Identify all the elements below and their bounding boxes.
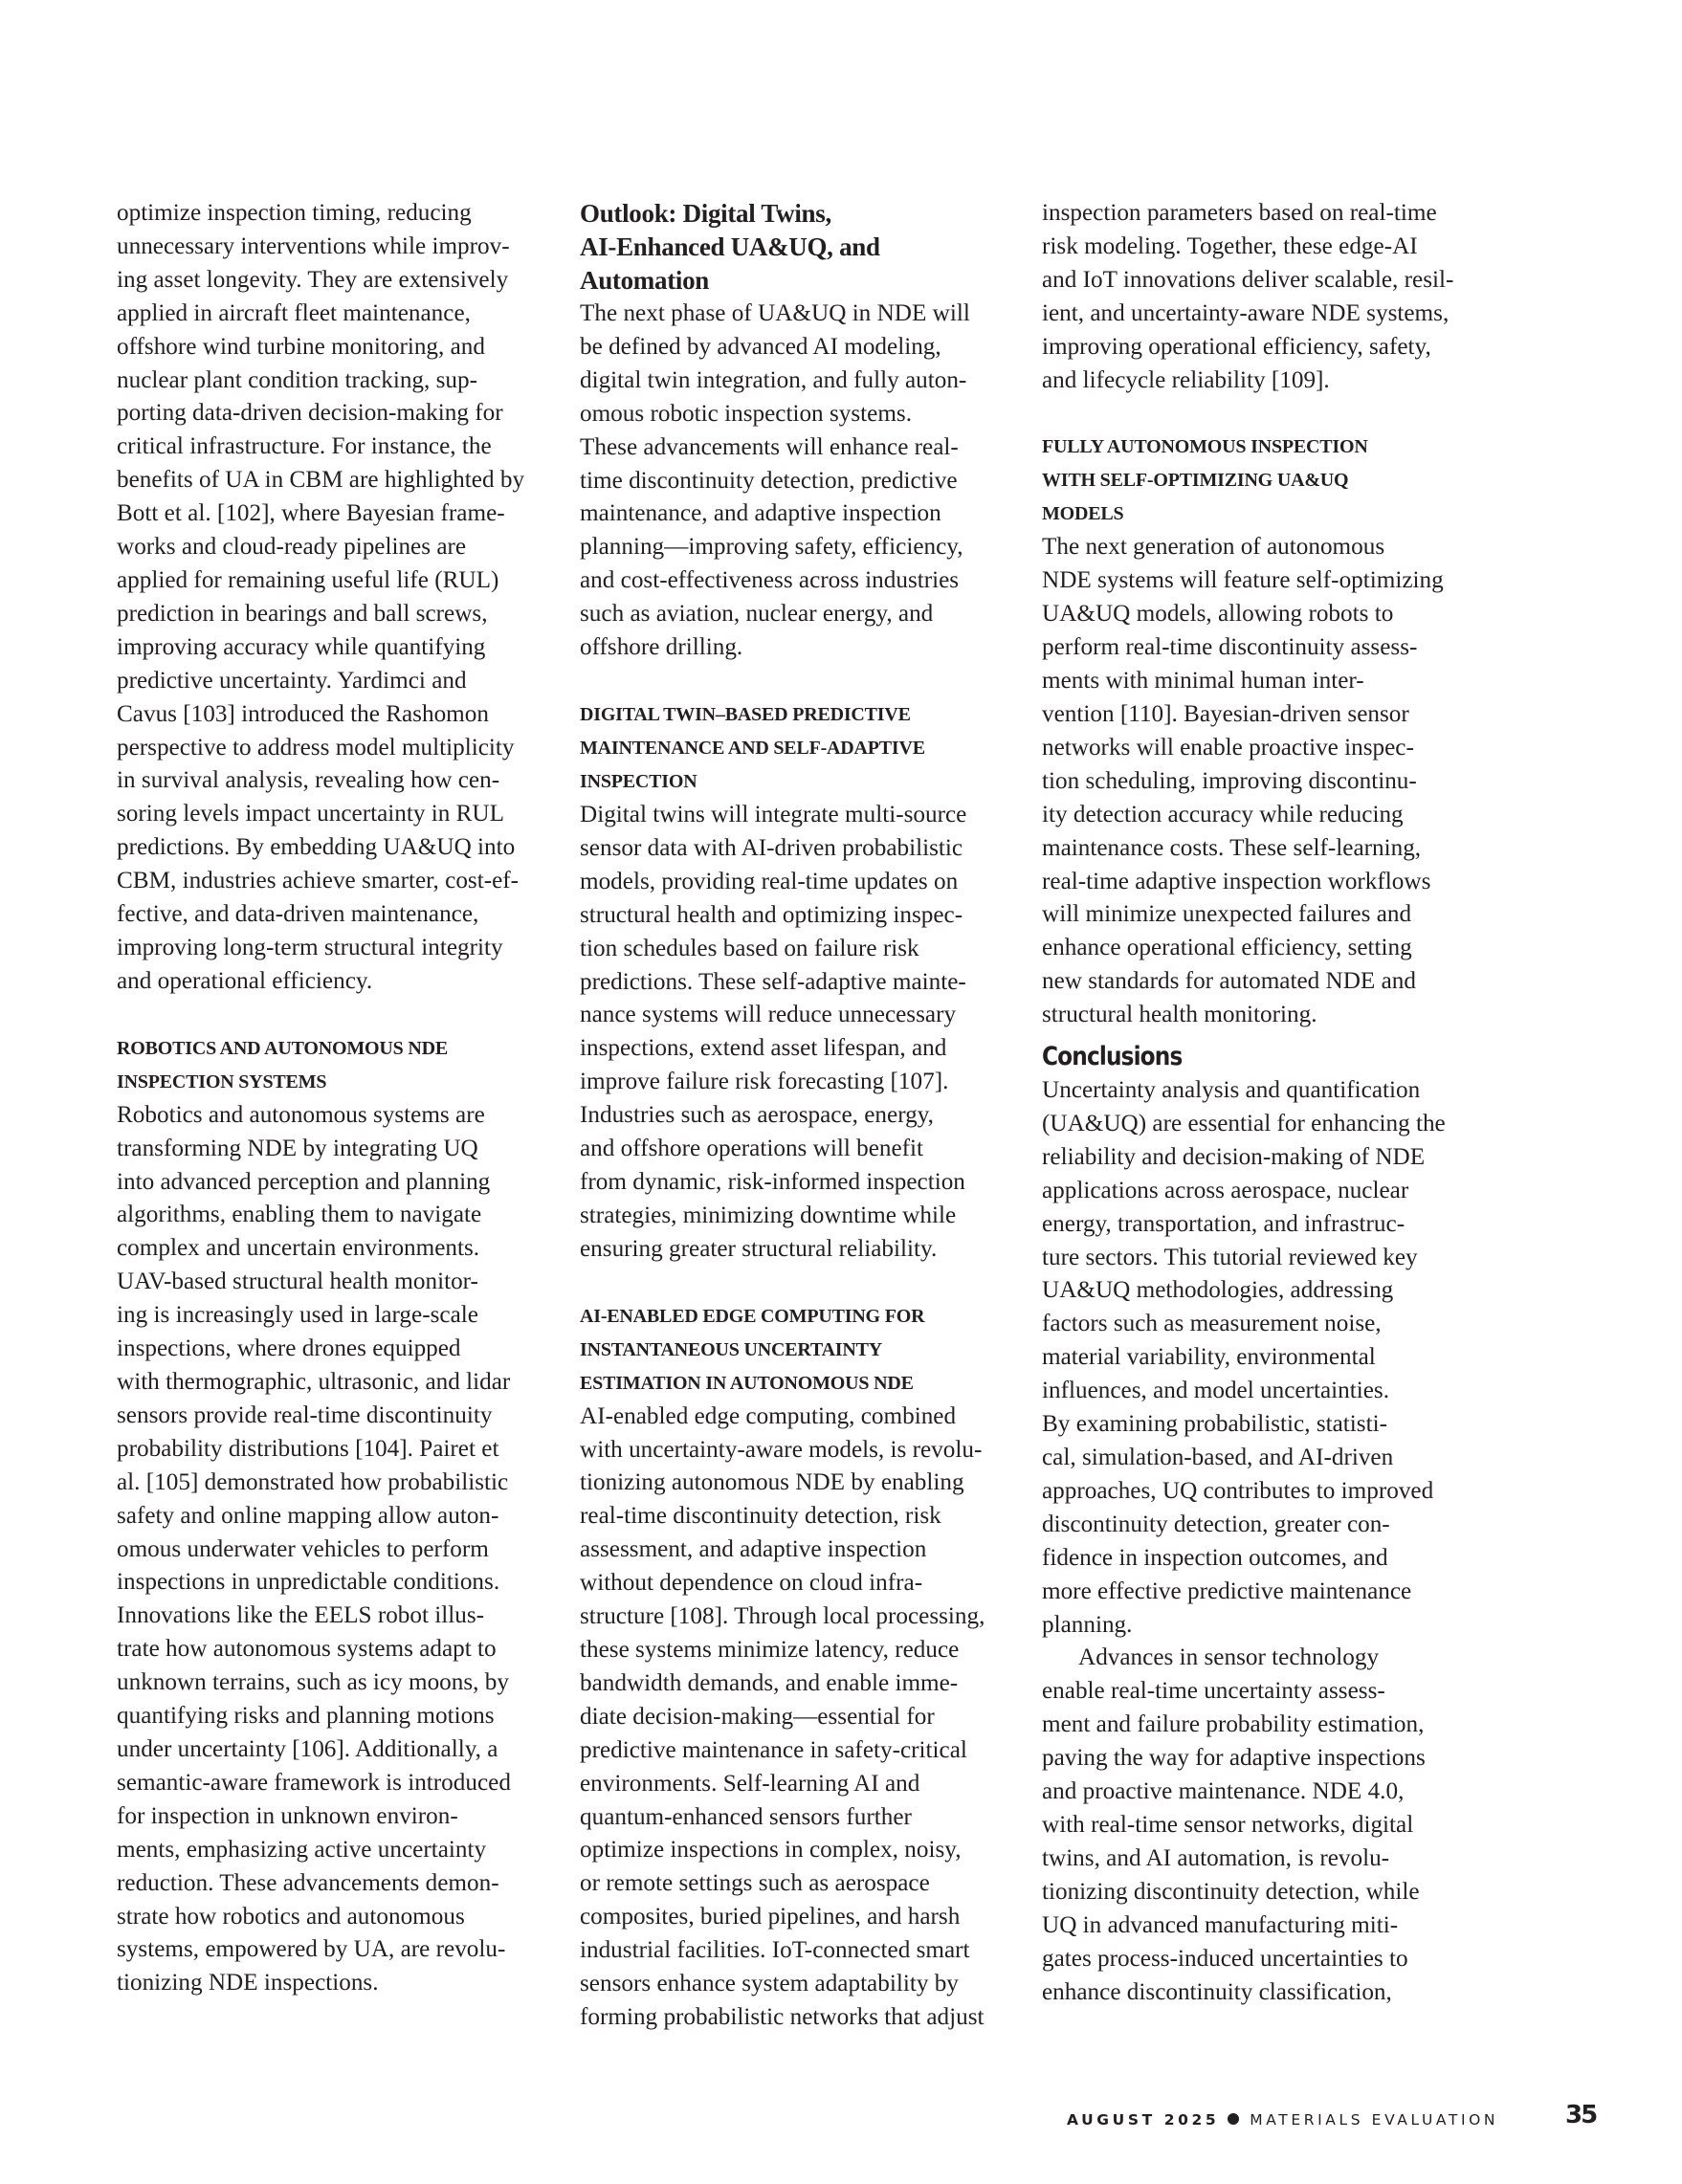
bullet-dot-icon: [1228, 2113, 1239, 2125]
text-line: and proactive maintenance. NDE 4.0,: [1042, 1778, 1405, 1805]
text-line: fidence in inspection outcomes, and: [1042, 1544, 1388, 1571]
text-line: influences, and model uncertainties.: [1042, 1378, 1389, 1404]
text-line: tionizing autonomous NDE by enabling: [580, 1469, 964, 1496]
text-line: under uncertainty [106]. Additionally, a: [117, 1735, 498, 1762]
text-line: ing is increasingly used in large-scale: [117, 1302, 478, 1329]
text-line: inspections, where drones equipped: [117, 1335, 461, 1362]
text-line: and IoT innovations deliver scalable, resil-: [1042, 266, 1454, 293]
text-line: unknown terrains, such as icy moons, by: [117, 1669, 509, 1696]
paragraph: [1042, 1074, 1478, 1642]
text-line: UQ in advanced manufacturing miti-: [1042, 1911, 1399, 1938]
column-1: [117, 197, 553, 2000]
text-line: omous underwater vehicles to perform: [117, 1535, 489, 1562]
text-line: probability distributions [104]. Pairet et: [117, 1435, 499, 1462]
text-line: Advances in sensor technology: [1078, 1644, 1380, 1671]
text-line: composites, buried pipelines, and harsh: [580, 1904, 961, 1930]
text-line: maintenance costs. These self-learning,: [1042, 834, 1422, 861]
text-line: time discontinuity detection, predictive: [580, 467, 958, 494]
text-line: UA&UQ methodologies, addressing: [1042, 1277, 1394, 1304]
text-line: strate how robotics and autonomous: [117, 1903, 465, 1930]
paragraph: [1042, 197, 1478, 397]
text-line: Bott et al. [102], where Bayesian frame-: [117, 500, 505, 527]
text-line: ments with minimal human inter-: [1042, 668, 1364, 695]
text-line: sensor data with AI-driven probabilistic: [580, 834, 963, 861]
text-line: critical infrastructure. For instance, the: [117, 433, 492, 460]
text-line: UA&UQ models, allowing robots to: [1042, 601, 1394, 628]
paragraph: [580, 1401, 1016, 2035]
text-line: predictions. These self-adaptive mainte-: [580, 968, 966, 995]
text-line: enhance operational efficiency, setting: [1042, 935, 1412, 961]
text-line: transforming NDE by integrating UQ: [117, 1135, 478, 1161]
text-line: ing asset longevity. They are extensively: [117, 266, 509, 293]
text-line: Automation: [580, 266, 710, 295]
text-line: and operational efficiency.: [117, 967, 373, 994]
text-line: sensors enhance system adaptability by: [580, 1971, 959, 1997]
text-line: networks will enable proactive inspec-: [1042, 734, 1414, 761]
text-line: improving operational efficiency, safety,: [1042, 333, 1431, 360]
text-line: gates process-induced uncertainties to: [1042, 1945, 1408, 1972]
text-line: improving long-term structural integrity: [117, 934, 503, 960]
text-line: Industries such as aerospace, energy,: [580, 1102, 934, 1129]
text-line: offshore drilling.: [580, 634, 743, 661]
text-line: for inspection in unknown environ-: [117, 1802, 458, 1829]
text-line: improve failure risk forecasting [107].: [580, 1069, 949, 1095]
text-line: systems, empowered by UA, are revolu-: [117, 1936, 506, 1963]
text-line: WITH SELF-OPTIMIZING UA&UQ: [1042, 470, 1349, 492]
text-line: with thermographic, ultrasonic, and lidar: [117, 1369, 511, 1395]
text-line: (UA&UQ) are essential for enhancing the: [1042, 1110, 1446, 1136]
text-line: inspections, extend asset lifespan, and: [580, 1035, 947, 1062]
text-line: predictive uncertainty. Yardimci and: [117, 667, 467, 694]
text-line: NDE systems will feature self-optimizing: [1042, 567, 1444, 594]
text-line: safety and online mapping allow auton-: [117, 1502, 499, 1529]
text-line: INSTANTANEOUS UNCERTAINTY: [580, 1338, 883, 1360]
text-line: new standards for automated NDE and: [1042, 968, 1416, 995]
text-line: algorithms, enabling them to navigate: [117, 1202, 482, 1228]
text-line: planning.: [1042, 1611, 1133, 1638]
text-line: nuclear plant condition tracking, sup-: [117, 366, 478, 393]
column-2: [580, 197, 1016, 2035]
text-line: soring levels impact uncertainty in RUL: [117, 801, 505, 827]
paragraph: [1042, 531, 1478, 1032]
text-line: industrial facilities. IoT-connected smart: [580, 1937, 970, 1964]
text-line: fective, and data-driven maintenance,: [117, 901, 479, 928]
text-line: twins, and AI automation, is revolu-: [1042, 1844, 1390, 1871]
section-heading-conclusions: Conclusions: [1042, 1042, 1183, 1072]
paragraph: [580, 298, 1016, 665]
text-line: Digital twins will integrate multi-source: [580, 801, 967, 827]
text-line: omous robotic inspection systems.: [580, 400, 913, 427]
text-line: INSPECTION SYSTEMS: [117, 1070, 327, 1092]
text-line: Outlook: Digital Twins,: [580, 199, 831, 228]
text-line: in survival analysis, revealing how cen-: [117, 767, 500, 794]
text-line: AI-ENABLED EDGE COMPUTING FOR: [580, 1305, 925, 1327]
text-line: with real-time sensor networks, digital: [1042, 1811, 1414, 1838]
subsection-heading-digital-twin: [580, 698, 1016, 799]
text-line: strategies, minimizing downtime while: [580, 1202, 957, 1228]
page-footer: [1067, 2111, 1498, 2129]
text-line: Innovations like the EELS robot illus-: [117, 1602, 485, 1629]
text-line: structural health monitoring.: [1042, 1002, 1317, 1028]
text-line: environments. Self-learning AI and: [580, 1770, 920, 1797]
text-line: al. [105] demonstrated how probabilistic: [117, 1468, 509, 1495]
magazine-name: MATERIALS EVALUATION: [1250, 2111, 1499, 2129]
text-line: structure [108]. Through local processing,: [580, 1603, 985, 1630]
text-line: tion scheduling, improving discontinu-: [1042, 767, 1417, 794]
text-line: ient, and uncertainty-aware NDE systems,: [1042, 299, 1450, 326]
text-line: risk modeling. Together, these edge-AI: [1042, 232, 1418, 259]
text-line: These advancements will enhance real-: [580, 433, 959, 460]
text-line: FULLY AUTONOMOUS INSPECTION: [1042, 436, 1368, 458]
text-line: factors such as measurement noise,: [1042, 1311, 1382, 1337]
text-line: reliability and decision-making of NDE: [1042, 1143, 1426, 1170]
text-line: applied in aircraft fleet maintenance,: [117, 299, 471, 326]
text-line: ments, emphasizing active uncertainty: [117, 1836, 487, 1863]
text-line: predictions. By embedding UA&UQ into: [117, 834, 516, 861]
text-line: material variability, environmental: [1042, 1344, 1376, 1371]
text-line: approaches, UQ contributes to improved: [1042, 1477, 1434, 1504]
text-line: sensors provide real-time discontinuity: [117, 1401, 493, 1428]
text-line: planning—improving safety, efficiency,: [580, 534, 963, 561]
text-line: semantic-aware framework is introduced: [117, 1769, 511, 1796]
text-line: enable real-time uncertainty assess-: [1042, 1678, 1385, 1705]
text-line: ment and failure probability estimation,: [1042, 1711, 1425, 1738]
text-line: optimize inspections in complex, noisy,: [580, 1837, 962, 1864]
text-line: will minimize unexpected failures and: [1042, 901, 1412, 928]
text-line: structural health and optimizing inspec-: [580, 901, 963, 928]
text-line: with uncertainty-aware models, is revolu-: [580, 1436, 983, 1463]
page-number: 35: [1565, 2101, 1597, 2129]
text-line: or remote settings such as aerospace: [580, 1870, 930, 1897]
section-heading-robotics: [117, 1032, 553, 1099]
text-line: cal, simulation-based, and AI-driven: [1042, 1445, 1394, 1470]
text-line: applied for remaining useful life (RUL): [117, 566, 499, 593]
text-line: reduction. These advancements demon-: [117, 1869, 499, 1896]
text-line: these systems minimize latency, reduce: [580, 1637, 960, 1663]
text-line: nance systems will reduce unnecessary: [580, 1002, 957, 1028]
text-line: assessment, and adaptive inspection: [580, 1536, 927, 1563]
text-line: trate how autonomous systems adapt to: [117, 1636, 497, 1663]
text-line: unnecessary interventions while improv-: [117, 232, 510, 259]
text-line: UAV-based structural health monitor-: [117, 1268, 478, 1295]
text-line: The next generation of autonomous: [1042, 534, 1385, 561]
text-line: and offshore operations will benefit: [580, 1136, 924, 1162]
text-line: optimize inspection timing, reducing: [117, 200, 472, 226]
text-line: improving accuracy while quantifying: [117, 633, 486, 660]
paragraph: [117, 197, 553, 999]
text-line: paving the way for adaptive inspections: [1042, 1745, 1426, 1772]
text-line: into advanced perception and planning: [117, 1168, 491, 1195]
text-line: Uncertainty analysis and quantification: [1042, 1077, 1421, 1104]
text-line: vention [110]. Bayesian-driven sensor: [1042, 700, 1409, 727]
text-line: prediction in bearings and ball screws,: [117, 600, 488, 627]
text-line: forming probabilistic networks that adjust: [580, 2003, 985, 2030]
text-line: ensuring greater structural reliability.: [580, 1235, 938, 1262]
text-line: models, providing real-time updates on: [580, 868, 959, 894]
text-line: real-time discontinuity detection, risk: [580, 1503, 941, 1530]
text-line: ture sectors. This tutorial reviewed key: [1042, 1244, 1418, 1270]
issue-date: AUGUST 2025: [1067, 2111, 1220, 2129]
text-line: complex and uncertain environments.: [117, 1235, 480, 1262]
text-line: and cost-effectiveness across industries: [580, 567, 960, 594]
text-line: from dynamic, risk-informed inspection: [580, 1168, 965, 1195]
text-line: MAINTENANCE AND SELF-ADAPTIVE: [580, 737, 925, 759]
text-line: DIGITAL TWIN–BASED PREDICTIVE: [580, 703, 911, 725]
paragraph: [580, 799, 1016, 1267]
text-line: digital twin integration, and fully auton-: [580, 366, 967, 393]
text-line: enhance discontinuity classification,: [1042, 1978, 1392, 2005]
text-line: Cavus [103] introduced the Rashomon: [117, 700, 489, 727]
text-line: maintenance, and adaptive inspection: [580, 500, 941, 527]
subsection-heading-fully-autonomous: [1042, 430, 1478, 531]
text-line: offshore wind turbine monitoring, and: [117, 333, 485, 360]
text-line: AI-Enhanced UA&UQ, and: [580, 232, 880, 261]
text-line: MODELS: [1042, 503, 1124, 525]
text-line: works and cloud-ready pipelines are: [117, 534, 467, 561]
text-line: tionizing NDE inspections.: [117, 1970, 379, 1996]
section-heading-outlook: [580, 197, 1016, 298]
text-line: inspections in unpredictable conditions.: [117, 1569, 500, 1596]
text-line: inspection parameters based on real-time: [1042, 200, 1437, 226]
text-line: such as aviation, nuclear energy, and: [580, 601, 934, 628]
paragraph: [1042, 1642, 1478, 2009]
text-line: Robotics and autonomous systems are: [117, 1101, 485, 1128]
text-line: real-time adaptive inspection workflows: [1042, 868, 1431, 894]
text-line: CBM, industries achieve smarter, cost-ef-: [117, 868, 520, 894]
text-line: porting data-driven decision-making for: [117, 400, 503, 427]
text-line: without dependence on cloud infra-: [580, 1570, 923, 1597]
text-line: quantifying risks and planning motions: [117, 1703, 495, 1730]
paragraph: [117, 1099, 553, 2000]
text-line: diate decision-making—essential for: [580, 1703, 935, 1730]
text-line: tion schedules based on failure risk: [580, 935, 919, 961]
text-line: and lifecycle reliability [109].: [1042, 366, 1330, 393]
text-line: The next phase of UA&UQ in NDE will: [580, 300, 970, 326]
text-line: ROBOTICS AND AUTONOMOUS NDE: [117, 1037, 448, 1059]
text-line: benefits of UA in CBM are highlighted by: [117, 467, 525, 494]
text-line: predictive maintenance in safety-critical: [580, 1736, 967, 1763]
text-line: quantum-enhanced sensors further: [580, 1803, 912, 1830]
text-line: discontinuity detection, greater con-: [1042, 1511, 1390, 1537]
text-line: INSPECTION: [580, 770, 697, 792]
text-line: applications across aerospace, nuclear: [1042, 1177, 1409, 1203]
text-line: perform real-time discontinuity assess-: [1042, 634, 1418, 661]
text-line: ity detection accuracy while reducing: [1042, 801, 1404, 827]
subsection-heading-edge-computing: [580, 1300, 1016, 1401]
text-line: ESTIMATION IN AUTONOMOUS NDE: [580, 1372, 914, 1394]
text-line: be defined by advanced AI modeling,: [580, 333, 941, 360]
text-line: more effective predictive maintenance: [1042, 1577, 1412, 1604]
text-line: perspective to address model multiplicity: [117, 734, 515, 761]
text-line: energy, transportation, and infrastruc-: [1042, 1210, 1405, 1237]
text-line: By examining probabilistic, statisti-: [1042, 1411, 1387, 1438]
text-line: AI-enabled edge computing, combined: [580, 1402, 957, 1429]
text-line: tionizing discontinuity detection, while: [1042, 1878, 1420, 1905]
column-3: [1042, 197, 1478, 2009]
text-line: bandwidth demands, and enable imme-: [580, 1669, 959, 1696]
